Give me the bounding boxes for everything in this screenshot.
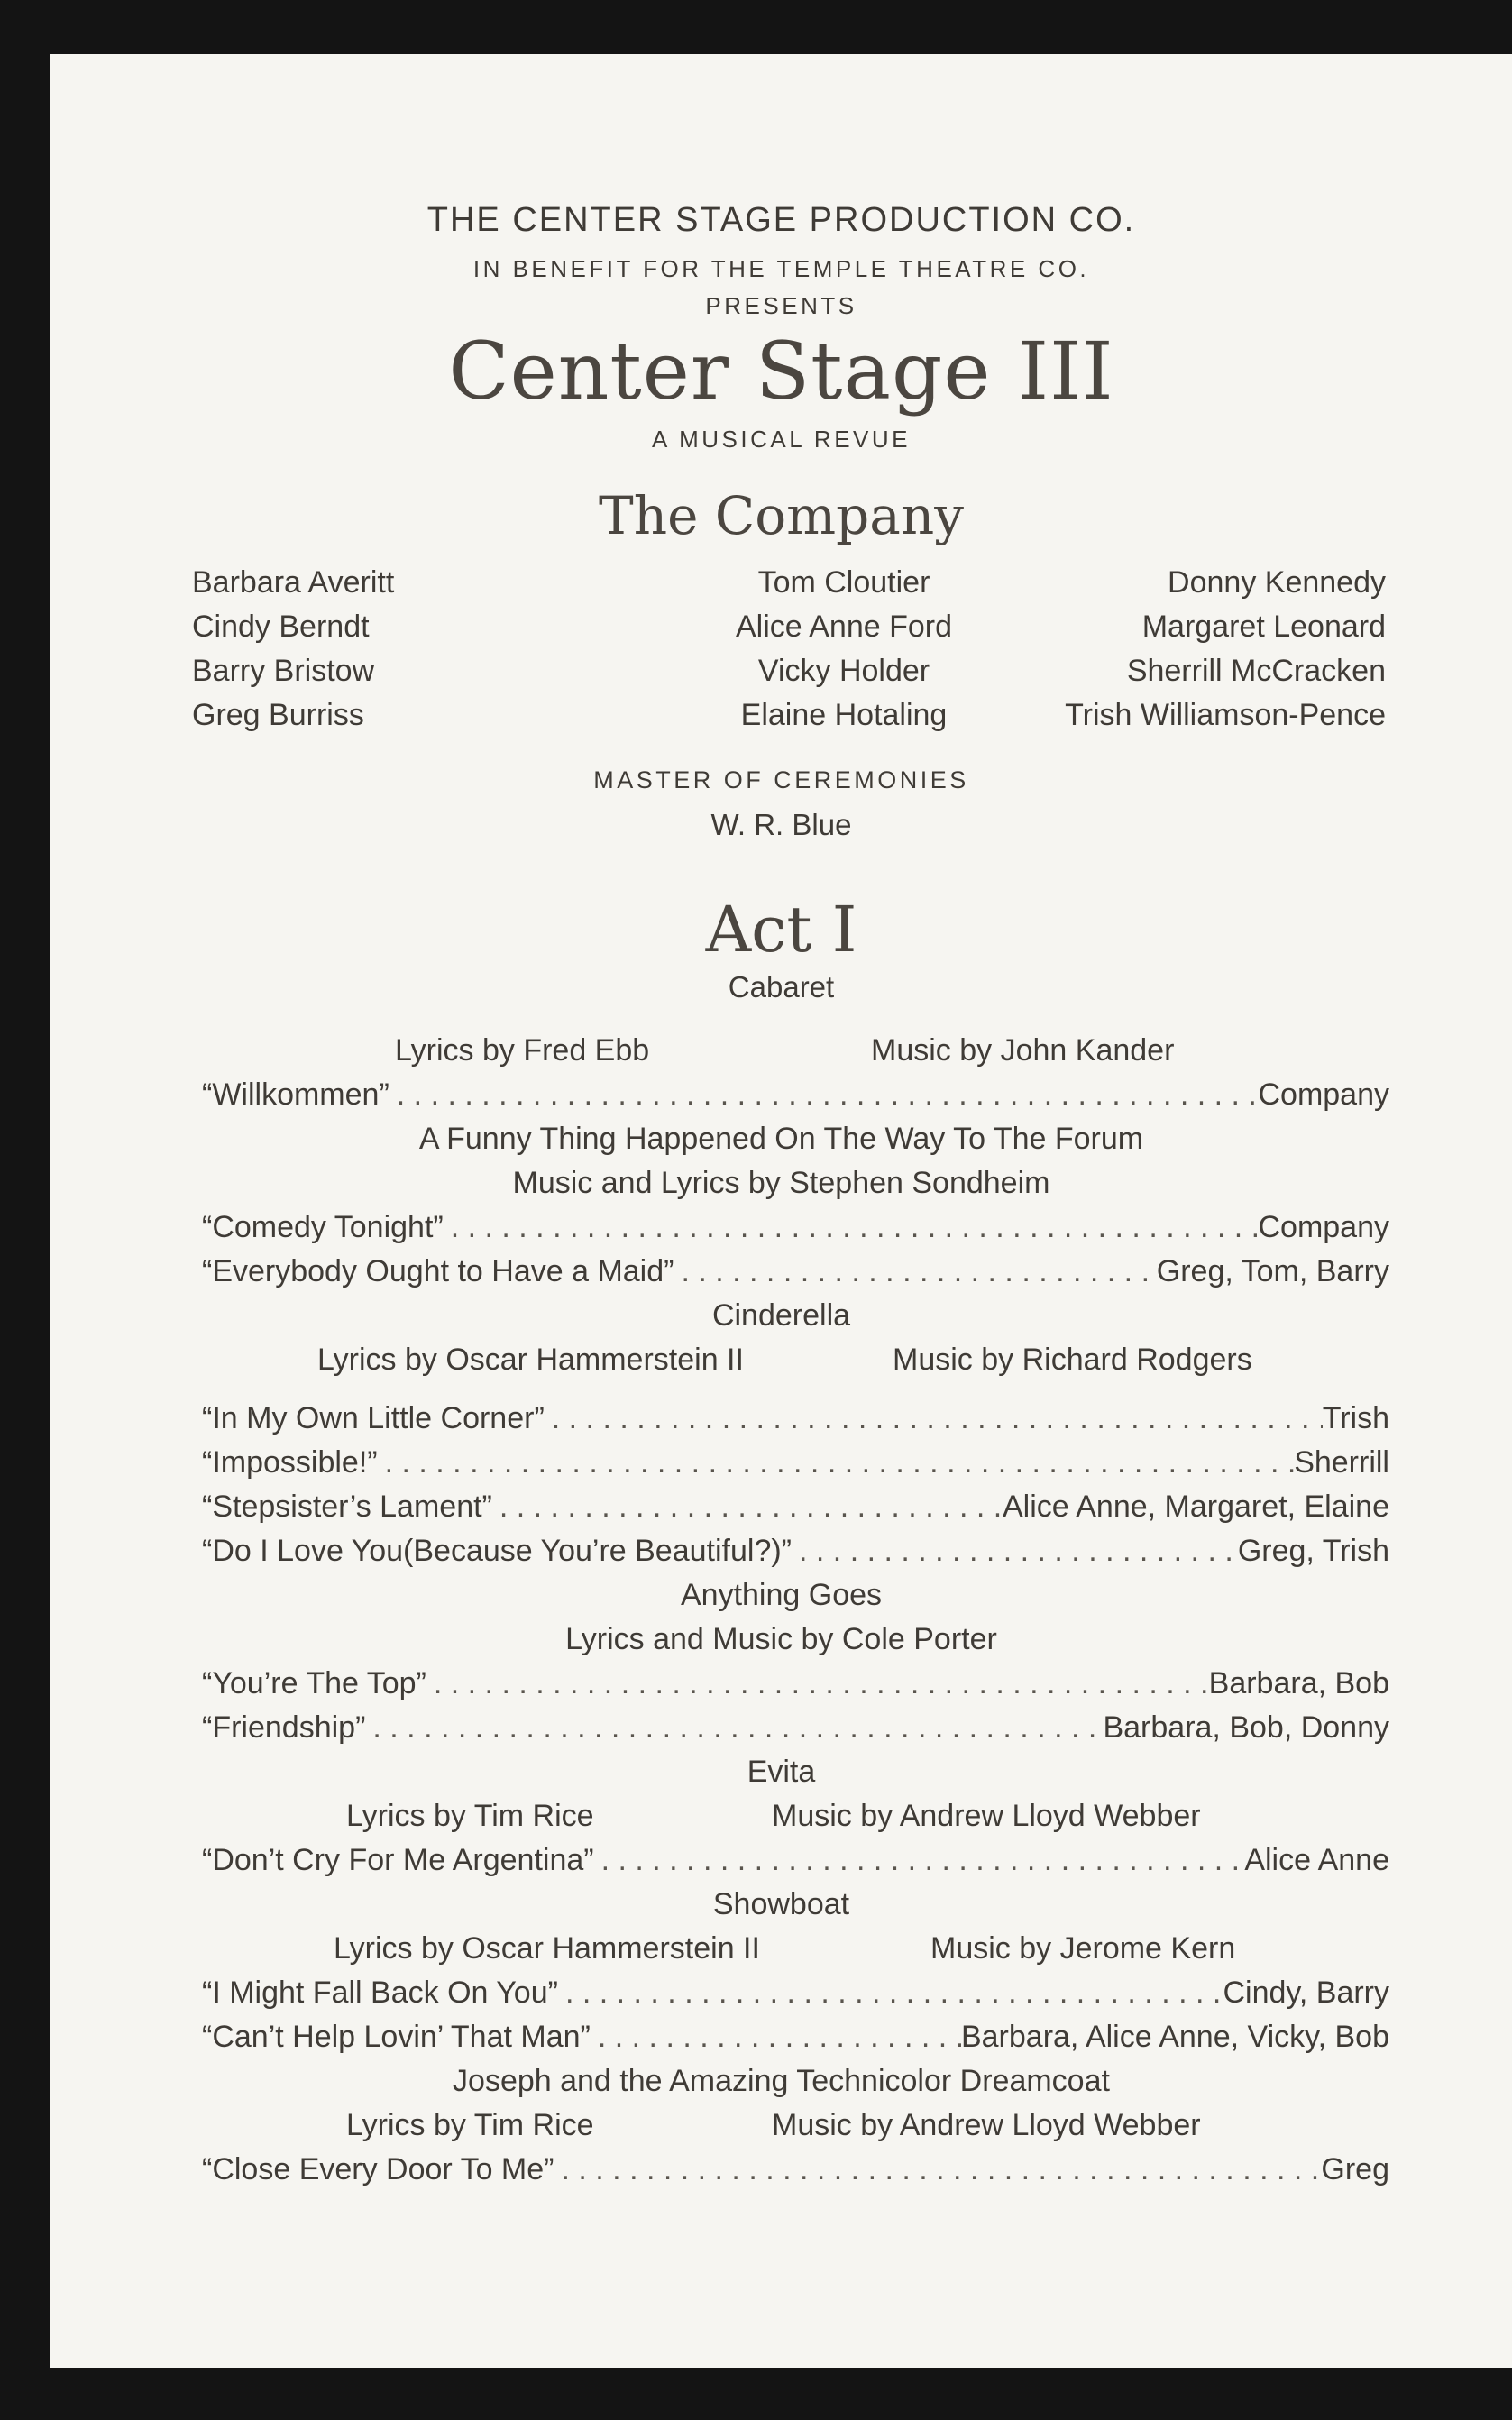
- program-page: [50, 54, 1512, 2368]
- song-title: “Friendship”: [202, 1710, 366, 1745]
- song-performers: Greg, Trish: [1237, 1534, 1389, 1568]
- song-title: “Do I Love You(Because You’re Beautiful?)”: [202, 1534, 793, 1568]
- song-row: [50, 1205, 1512, 1250]
- music-credit: Music by Richard Rodgers: [893, 1343, 1252, 1377]
- song-title: “You’re The Top”: [202, 1666, 426, 1700]
- song-performers: Cindy, Barry: [1223, 1975, 1389, 2010]
- cast-name: Barry Bristow: [192, 654, 375, 688]
- presents-line: PRESENTS: [705, 292, 857, 319]
- song-performers: Barbara, Bob: [1208, 1666, 1389, 1700]
- cast-name: Trish Williamson-Pence: [1065, 698, 1386, 732]
- leader-dots: [591, 2015, 961, 2059]
- song-row: [50, 1529, 1512, 1573]
- show-name: Evita: [747, 1755, 816, 1789]
- leader-dots: [674, 1250, 1156, 1294]
- show-name: Cinderella: [711, 1298, 851, 1333]
- song-row: [50, 1971, 1512, 2015]
- company-heading: The Company: [599, 485, 964, 546]
- show-title: Center Stage III: [448, 325, 1114, 417]
- song-performers: Barbara, Alice Anne, Vicky, Bob: [960, 2020, 1389, 2054]
- song-row: [50, 1485, 1512, 1529]
- song-performers: Greg: [1321, 2152, 1389, 2186]
- cast-name: Cindy Berndt: [192, 610, 370, 644]
- credits-line: Music and Lyrics by Stephen Sondheim: [512, 1166, 1050, 1200]
- song-title: “Willkommen”: [202, 1077, 389, 1112]
- music-credit: Music by John Kander: [871, 1033, 1175, 1068]
- cast-name: Tom Cloutier: [757, 565, 930, 600]
- leader-dots: [558, 1971, 1223, 2015]
- song-row: [50, 1073, 1512, 1117]
- song-row: [50, 2015, 1512, 2059]
- mc-label: MASTER OF CEREMONIES: [593, 766, 969, 793]
- music-credit: Music by Andrew Lloyd Webber: [772, 1799, 1201, 1833]
- cast-name: Vicky Holder: [757, 654, 930, 688]
- mc-name: W. R. Blue: [710, 808, 852, 841]
- music-credit: Music by Andrew Lloyd Webber: [772, 2108, 1201, 2142]
- credits-line: Lyrics and Music by Cole Porter: [565, 1622, 997, 1656]
- song-title: “Everybody Ought to Have a Maid”: [202, 1254, 674, 1288]
- song-performers: Company: [1258, 1210, 1389, 1244]
- leader-dots: [426, 1662, 1209, 1706]
- song-title: “In My Own Little Corner”: [202, 1401, 545, 1435]
- song-title: “Impossible!”: [202, 1445, 378, 1480]
- show-name: A Funny Thing Happened On The Way To The Forum: [418, 1122, 1144, 1156]
- cast-column-right: [1065, 561, 1386, 738]
- credits-row: [50, 1029, 1512, 1073]
- cast-name: Barbara Averitt: [192, 565, 395, 600]
- song-row: [50, 2148, 1512, 2192]
- cast-name: Greg Burriss: [192, 698, 364, 732]
- song-title: “I Might Fall Back On You”: [202, 1975, 558, 2010]
- song-performers: Sherrill: [1294, 1445, 1389, 1480]
- show-name: Anything Goes: [680, 1578, 883, 1612]
- act-heading: Act I: [705, 893, 857, 967]
- credits-row: [50, 1794, 1512, 1838]
- leader-dots: [594, 1838, 1245, 1883]
- lyrics-credit: Lyrics by Oscar Hammerstein II: [317, 1343, 744, 1377]
- song-performers: Barbara, Bob, Donny: [1103, 1710, 1389, 1745]
- cast-column-left: [192, 561, 394, 738]
- cast-name: Sherrill McCracken: [1126, 654, 1386, 688]
- leader-dots: [792, 1529, 1238, 1573]
- program-listing: [50, 1029, 1512, 2192]
- song-performers: Alice Anne, Margaret, Elaine: [1002, 1490, 1389, 1524]
- song-row: [50, 1397, 1512, 1441]
- leader-dots: [378, 1441, 1295, 1485]
- lyrics-credit: Lyrics by Tim Rice: [346, 1799, 594, 1833]
- song-title: “Stepsister’s Lament”: [202, 1490, 492, 1524]
- cast-column-middle: [664, 561, 1024, 738]
- song-performers: Company: [1258, 1077, 1389, 1112]
- credits-row: [50, 2104, 1512, 2148]
- show-name: Showboat: [712, 1887, 850, 1921]
- song-title: “Can’t Help Lovin’ That Man”: [202, 2020, 591, 2054]
- benefit-line: IN BENEFIT FOR THE TEMPLE THEATRE CO.: [472, 255, 1090, 282]
- cast-name: Donny Kennedy: [1168, 565, 1386, 600]
- leader-dots: [545, 1397, 1323, 1441]
- cast-name: Margaret Leonard: [1141, 610, 1386, 644]
- song-performers: Alice Anne: [1244, 1843, 1389, 1877]
- cast-name: Alice Anne Ford: [735, 610, 953, 644]
- credits-row: [50, 1338, 1512, 1382]
- song-row: [50, 1838, 1512, 1883]
- producer-line: THE CENTER STAGE PRODUCTION CO.: [426, 201, 1136, 239]
- song-row: [50, 1706, 1512, 1750]
- show-subtitle: A MUSICAL REVUE: [651, 426, 912, 453]
- show-name: Joseph and the Amazing Technicolor Dreamcoat: [453, 2064, 1110, 2098]
- song-row: [50, 1441, 1512, 1485]
- lyrics-credit: Lyrics by Fred Ebb: [395, 1033, 650, 1068]
- song-title: “Comedy Tonight”: [202, 1210, 444, 1244]
- lyrics-credit: Lyrics by Oscar Hammerstein II: [334, 1931, 760, 1966]
- credits-row: [50, 1927, 1512, 1971]
- song-title: “Don’t Cry For Me Argentina”: [202, 1843, 594, 1877]
- leader-dots: [444, 1205, 1259, 1250]
- leader-dots: [389, 1073, 1259, 1117]
- leader-dots: [492, 1485, 1003, 1529]
- leader-dots: [365, 1706, 1103, 1750]
- song-title: “Close Every Door To Me”: [202, 2152, 554, 2186]
- song-row: [50, 1250, 1512, 1294]
- show-name: Cabaret: [728, 970, 835, 1004]
- leader-dots: [554, 2148, 1322, 2192]
- lyrics-credit: Lyrics by Tim Rice: [346, 2108, 594, 2142]
- cast-name: Elaine Hotaling: [740, 698, 948, 732]
- song-performers: Trish: [1322, 1401, 1389, 1435]
- song-row: [50, 1662, 1512, 1706]
- music-credit: Music by Jerome Kern: [930, 1931, 1236, 1966]
- song-performers: Greg, Tom, Barry: [1156, 1254, 1389, 1288]
